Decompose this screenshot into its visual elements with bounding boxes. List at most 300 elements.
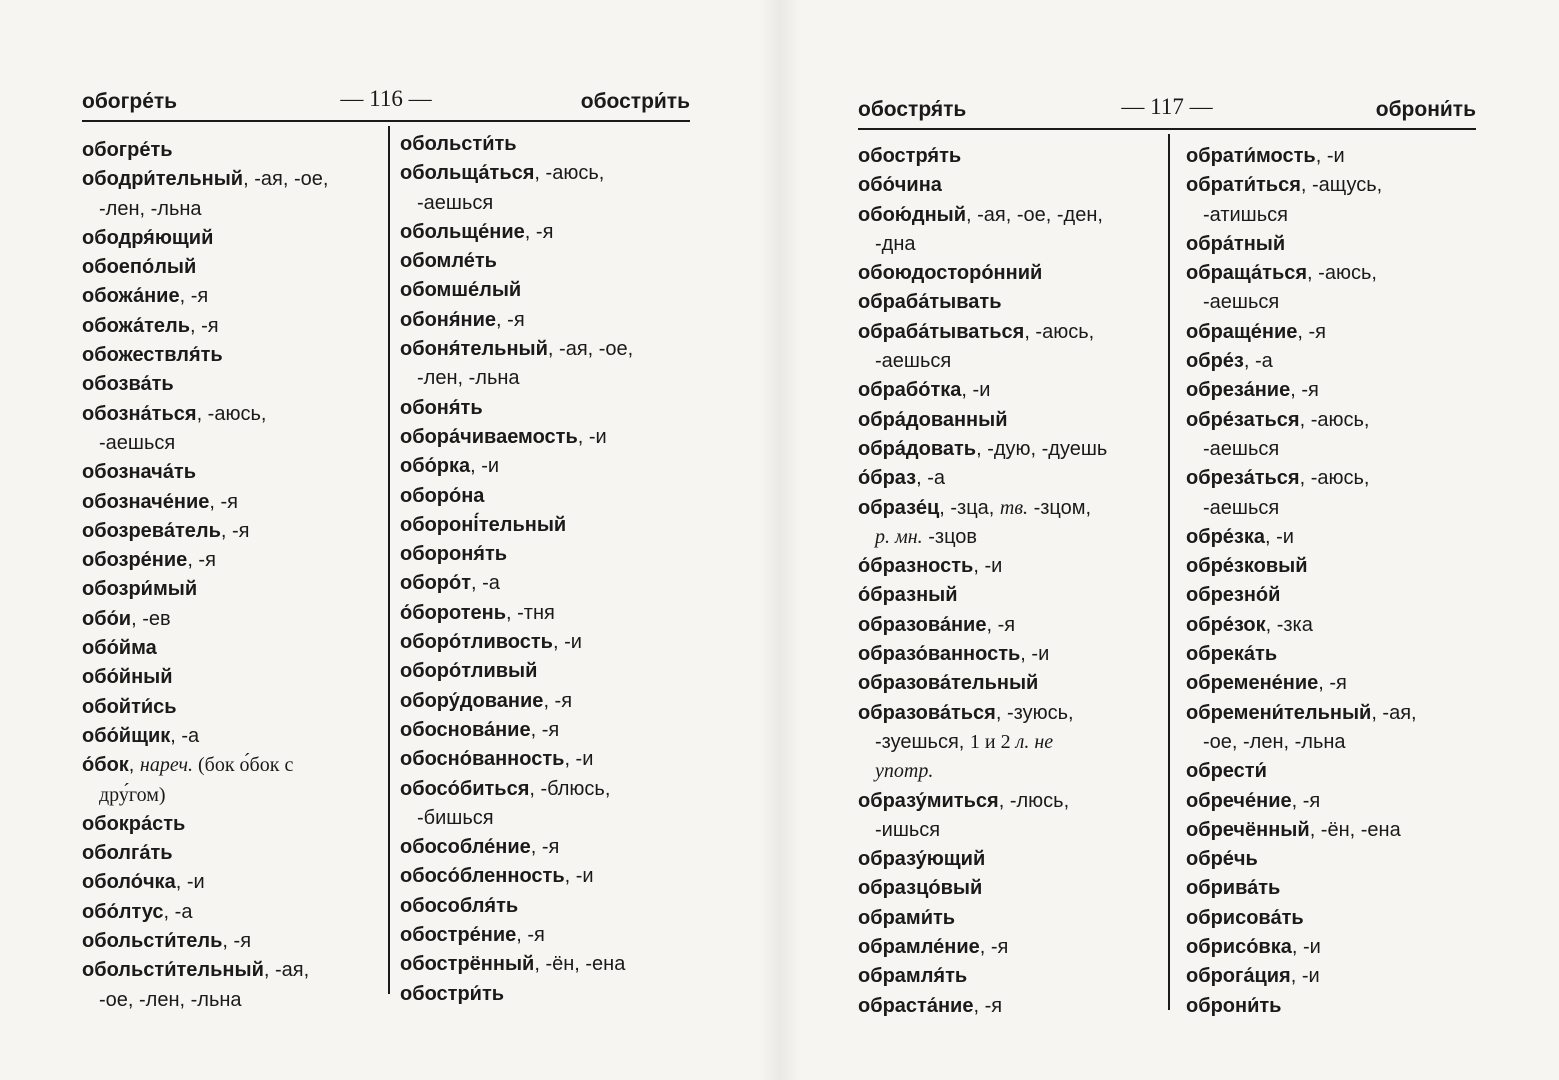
dictionary-entry [858,142,1158,171]
headword: оброни́ть [1186,994,1282,1017]
headword: образова́ться [858,701,996,724]
headword: обрами́ть [858,906,956,929]
inflection: , -я [973,994,1003,1017]
dictionary-entry [400,306,688,335]
dictionary-entry [82,400,378,429]
dictionary-entry [1186,611,1474,640]
headword: обозва́ть [82,373,174,396]
dictionary-entry [400,833,688,862]
headword: обре́зок [1186,613,1266,636]
inflection: -ишься [875,818,941,841]
dictionary-entry [82,868,378,897]
headword: обрати́мость [1186,145,1316,167]
dictionary-entry [400,892,688,921]
headword: обозна́ться [82,402,197,425]
inflection: , -и [552,631,582,654]
headword: образцо́вый [858,877,983,900]
entry-continuation [1186,435,1474,464]
dictionary-entry [82,253,378,282]
dictionary-entry [82,898,378,927]
headword: обоня́ние [400,308,497,331]
entry-continuation [858,728,1158,757]
headword: обора́чиваемость [400,425,578,448]
dictionary-entry [1186,552,1474,581]
headword: обрамле́ние [858,936,980,959]
dictionary-entry [1186,904,1474,933]
dictionary-entry [1186,669,1474,698]
headword: обречённый [1186,818,1310,841]
headword: обогре́ть [82,139,173,161]
inflection: , -и [470,455,500,478]
dictionary-entry [858,962,1158,991]
inflection: , -я [1291,789,1321,812]
dictionary-entry [858,376,1158,405]
headword: обосо́бленность [400,865,565,888]
dictionary-entry [400,775,688,804]
dictionary-entry [400,540,688,569]
inflection: , -я [524,220,554,243]
headword: обостри́ть [400,982,505,1005]
inflection: -аешься [1203,496,1280,519]
inflection: , -и [1290,965,1320,988]
dictionary-entry [82,810,378,839]
dictionary-entry [82,370,378,399]
inflection: , -ая, [1371,701,1417,724]
inflection: -лен, -льна [99,197,202,220]
dictionary-entry [1186,699,1474,728]
dictionary-entry [400,511,688,540]
dictionary-entry [82,165,378,194]
inflection: -аешься [1203,437,1280,460]
dictionary-entry [82,956,378,985]
headword: о́бразный [858,584,958,607]
entry-continuation [400,364,688,393]
dictionary-entry [400,569,688,598]
inflection: , -я [1318,672,1347,695]
headword: обрива́ть [1186,877,1281,900]
dictionary-entry [82,136,378,165]
header-first-word: обогре́ть [82,90,178,113]
dictionary-entry [82,634,378,663]
inflection: , -и [564,748,594,771]
headword: обороня́ть [400,543,508,566]
headword: ободри́тельный [82,168,244,191]
headword: о́бок [82,754,129,777]
headword: оборо́на [400,484,485,507]
inflection: , -аюсь, [1307,262,1377,285]
headword: обре́чь [1186,848,1258,871]
headword: обозре́ние [82,549,188,572]
inflection: , -и [1291,936,1321,959]
entry-continuation [858,347,1158,376]
dictionary-entry [858,581,1158,610]
inflection: , -ая, -ое, [243,168,329,191]
headword: оболо́чка [82,871,176,894]
headword: обозначе́ние [82,490,210,513]
inflection: , -я [190,314,219,337]
inflection: , -а [916,467,946,490]
inflection: -ое, -лен, -льна [1203,730,1346,753]
page-left [82,82,690,1011]
dictionary-entry [400,599,688,628]
headword: обороні́тельный [400,513,567,536]
headword: обознача́ть [82,461,196,484]
headword: обре́заться [1186,408,1300,431]
inflection: , -я [222,930,252,953]
dictionary-entry [1186,787,1474,816]
dictionary-entry [82,927,378,956]
headword: обоепо́лый [82,256,197,279]
inflection: , -ён, -ена [1309,818,1401,841]
inflection: -лен, -льна [417,367,520,390]
dictionary-entry [82,751,378,780]
dictionary-entry [400,980,688,1009]
headword: обольсти́тельный [82,959,264,982]
headword: образу́ющий [858,848,986,871]
inflection: , -я [209,490,239,513]
inflection: , -и [175,871,205,894]
inflection: , -аюсь, [1299,467,1370,490]
dictionary-entry [1186,992,1474,1021]
headword: обрисо́вка [1186,936,1292,959]
headword: обомле́ть [400,250,497,273]
headword: оброга́ция [1186,965,1291,988]
inflection: , -я [187,549,216,572]
headword: обо́и [82,607,132,630]
grammar-note: р. мн. [875,525,923,548]
inflection: , -зца, [939,496,1000,519]
dictionary-entry [400,657,688,686]
inflection: (бок о́бок с [193,754,294,777]
headword: обраща́ться [1186,262,1308,285]
dictionary-entry [858,904,1158,933]
dictionary-entry [1186,933,1474,962]
dictionary-entry [858,171,1158,200]
entry-continuation [1186,201,1474,230]
headword: обостря́ть [858,145,962,167]
entry-column-1 [858,142,1158,1021]
dictionary-entry [82,282,378,311]
headword: оборо́т [400,572,472,595]
grammar-note: л. не [1015,730,1054,753]
entry-continuation [858,230,1158,259]
headword: о́бразность [858,555,974,578]
headword: обожествля́ть [82,344,223,367]
dictionary-entry [400,687,688,716]
headword: обраста́ние [858,994,974,1017]
headword: обо́йма [82,637,157,660]
dictionary-entry [858,611,1158,640]
headword: образо́ванность [858,643,1021,666]
inflection: , -аюсь, [1299,408,1370,431]
inflection: , -я [986,613,1016,636]
entry-continuation [858,523,1158,552]
column-divider [388,126,390,994]
headword: обо́йный [82,666,173,689]
dictionary-entry [1186,962,1474,991]
dictionary-entry [1186,464,1474,493]
dictionary-entry [400,862,688,891]
inflection: , -люсь, [998,789,1070,812]
dictionary-entry [1186,406,1474,435]
headword: обоснова́ние [400,718,531,741]
dictionary-entry [400,745,688,774]
inflection: , -я [496,308,525,331]
dictionary-entry [400,423,688,452]
headword: обрисова́ть [1186,906,1304,929]
entry-continuation [400,189,688,218]
headword: образова́ние [858,613,987,636]
headword: обожа́тель [82,314,190,337]
inflection: , -тня [506,601,555,624]
inflection: , -я [220,519,250,542]
dictionary-entry [82,693,378,722]
inflection: , -ён, -ена [534,953,626,976]
headword: обо́йщик [82,724,171,747]
headword: о́боротень [400,601,507,624]
inflection: 1 и 2 [969,730,1016,753]
headword: обосо́биться [400,777,530,800]
dictionary-entry [1186,816,1474,845]
headword: обре́з [1186,350,1244,373]
dictionary-entry [82,575,378,604]
headword: обреза́ние [1186,379,1291,402]
inflection: , -ев [131,607,171,630]
dictionary-entry [858,259,1158,288]
headword: обострённый [400,953,535,976]
headword: оборо́тливость [400,631,553,654]
inflection: , -и [577,425,607,448]
entry-column-2 [400,130,688,1009]
headword: обраба́тываться [858,320,1025,343]
dictionary-entry [1186,318,1474,347]
entry-continuation [1186,494,1474,523]
headword: обою́дный [858,203,967,226]
dictionary-entry [400,247,688,276]
headword: обоня́ть [400,396,483,419]
column-divider [1168,134,1170,1010]
running-header [82,82,690,122]
inflection: , -ая, [263,959,310,982]
dictionary-entry [858,669,1158,698]
dictionary-entry [82,722,378,751]
headword: обо́рка [400,455,471,478]
headword: обоюдосторо́нний [858,262,1043,285]
inflection: , -а [1243,350,1273,373]
headword: обраще́ние [1186,320,1298,343]
headword: ободря́ющий [82,226,214,249]
inflection: , -и [1264,525,1294,548]
headword: образова́тельный [858,672,1039,695]
inflection: -аешься [417,191,494,214]
headword: обозрева́тель [82,519,221,542]
headword: обосно́ванность [400,748,565,771]
dictionary-entry [858,933,1158,962]
dictionary-entry [400,921,688,950]
headword: обособле́ние [400,836,531,859]
dictionary-entry [400,276,688,305]
inflection: , -зка [1265,613,1313,636]
entry-continuation [82,986,378,1015]
grammar-note: употр. [875,760,934,783]
headword: обремене́ние [1186,672,1319,695]
dictionary-entry [1186,523,1474,552]
entry-column-2 [1186,142,1474,1021]
inflection: , -я [1297,320,1327,343]
dictionary-entry [858,406,1158,435]
inflection: , -я [1290,379,1319,402]
inflection: , -зуюсь, [995,701,1074,724]
inflection: -бишься [417,806,494,829]
inflection: -зуешься, [875,730,970,753]
entry-continuation [82,195,378,224]
headword: обрезно́й [1186,584,1281,607]
inflection: , -аюсь, [534,162,605,185]
page-number: — 116 — [340,86,432,111]
inflection: , -и [1315,145,1345,167]
dictionary-entry [82,224,378,253]
dictionary-entry [1186,874,1474,903]
headword: обозри́мый [82,578,198,601]
dictionary-entry [400,159,688,188]
inflection: , -а [163,900,193,923]
dictionary-entry [400,950,688,979]
headword: обрека́ть [1186,643,1278,666]
inflection: , -я [516,924,545,947]
entry-column-1 [82,136,378,1015]
headword: обойти́сь [82,695,177,718]
inflection: , -и [564,865,594,888]
inflection: , -и [961,379,991,402]
inflection: , -я [530,718,560,741]
dictionary-entry [858,845,1158,874]
dictionary-entry [82,605,378,634]
dictionary-entry [1186,259,1474,288]
inflection: , [128,754,140,777]
dictionary-entry [82,312,378,341]
headword: обокра́сть [82,812,186,835]
entry-continuation [400,804,688,833]
dictionary-entry [82,839,378,868]
inflection: , -ая, -ое, -ден, [966,203,1103,226]
dictionary-entry [82,488,378,517]
headword: обра́тный [1186,232,1286,255]
headword: обомше́лый [400,279,522,302]
running-header [858,90,1476,130]
header-last-word: обостри́ть [580,90,690,113]
dictionary-entry [858,640,1158,669]
entry-continuation [858,816,1158,845]
inflection: , -я [530,836,560,859]
entry-continuation [1186,288,1474,317]
dictionary-entry [858,318,1158,347]
headword: оборо́тливый [400,660,538,683]
headword: обрамля́ть [858,965,968,988]
header-first-word: обостря́ть [858,98,967,121]
inflection: , -аюсь, [196,402,267,425]
dictionary-entry [82,517,378,546]
headword: обособля́ть [400,894,519,917]
headword: обо́лтус [82,900,164,923]
headword: обре́зковый [1186,555,1308,578]
inflection: -аешься [1203,291,1280,314]
headword: обо́чина [858,174,942,197]
headword: обра́дованный [858,408,1008,431]
headword: образе́ц [858,496,940,519]
headword: обремени́тельный [1186,701,1372,724]
dictionary-entry [858,201,1158,230]
dictionary-entry [82,458,378,487]
entry-continuation [82,429,378,458]
inflection: -аешься [99,431,176,454]
dictionary-entry [1186,376,1474,405]
headword: обожа́ние [82,285,180,308]
header-rule [858,128,1476,130]
book-gutter [760,0,800,1080]
inflection: , -а [471,572,500,595]
inflection: , -я [179,285,209,308]
inflection: , -я [543,689,573,712]
dictionary-entry [1186,142,1474,171]
dictionary-entry [858,435,1158,464]
dictionary-entry [1186,581,1474,610]
inflection: , -блюсь, [529,777,611,800]
inflection: , -ащусь, [1300,174,1383,197]
dictionary-entry [400,394,688,423]
headword: обраба́тывать [858,291,1002,314]
inflection: дру́гом) [99,783,166,806]
inflection: -дна [875,232,916,255]
header-last-word: оброни́ть [1375,98,1476,121]
headword: обре́зка [1186,525,1265,548]
headword: обоня́тельный [400,338,548,361]
dictionary-entry [858,699,1158,728]
headword: оболга́ть [82,842,173,865]
dictionary-entry [400,482,688,511]
page-number: — 117 — [1121,94,1213,119]
headword: обольща́ться [400,162,535,185]
dictionary-entry [858,992,1158,1021]
grammar-note: нареч. [139,754,193,777]
entry-continuation [858,757,1158,786]
dictionary-entry [858,464,1158,493]
headword: обреза́ться [1186,467,1300,490]
headword: обольсти́тель [82,930,223,953]
headword: обору́дование [400,689,544,712]
inflection: -зцом, [1028,496,1092,519]
dictionary-entry [400,335,688,364]
inflection: -аешься [875,350,952,373]
dictionary-entry [400,218,688,247]
headword: обрабо́тка [858,379,962,402]
dictionary-entry [1186,347,1474,376]
dictionary-entry [858,552,1158,581]
inflection: , -и [973,555,1003,578]
headword: обрести́ [1186,760,1267,783]
inflection: , -аюсь, [1024,320,1095,343]
dictionary-entry [858,787,1158,816]
dictionary-entry [400,628,688,657]
inflection: , -я [979,936,1009,959]
entry-continuation [1186,728,1474,757]
dictionary-entry [400,130,688,159]
dictionary-entry [858,288,1158,317]
headword: о́браз [858,467,917,490]
inflection: , -а [170,724,200,747]
header-rule [82,120,690,122]
dictionary-entry [1186,845,1474,874]
headword: обрати́ться [1186,174,1301,197]
